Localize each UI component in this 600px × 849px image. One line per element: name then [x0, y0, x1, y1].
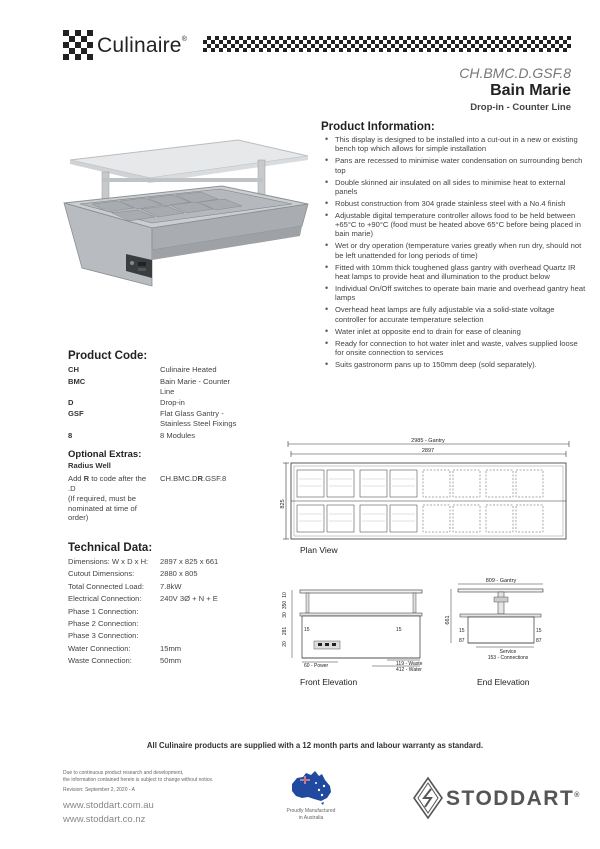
- page-title: Bain Marie: [490, 82, 571, 99]
- front-dim: 15: [396, 627, 402, 633]
- product-info-heading: Product Information:: [321, 121, 435, 133]
- code-key: CH: [68, 365, 79, 374]
- page-subtitle: Drop-in - Counter Line: [470, 102, 571, 113]
- product-image: [62, 128, 317, 288]
- code-value: Drop-in: [160, 398, 185, 407]
- made-in-line-1: Proudly Manufactured: [286, 808, 336, 814]
- radius-well-instruction: Add R to code after the .D: [68, 474, 147, 493]
- list-item: • Fitted with 10mm thick toughened glass gantry with overhead Quartz IR heat lamps to provide heat and illumination to the product below: [335, 263, 587, 281]
- end-dim: 15: [459, 628, 465, 634]
- optional-extras-heading: Optional Extras:: [68, 449, 142, 460]
- code-value: Flat Glass Gantry - Stainless Steel Fixings: [160, 409, 237, 428]
- tech-key: Waste Connection:: [68, 656, 132, 666]
- list-item: • Individual On/Off switches to operate bain marie and overhead gantry heat lamps: [335, 284, 587, 302]
- disclaimer-1: Due to continuous product research and development,: [63, 770, 184, 776]
- front-dim: 30: [282, 612, 288, 618]
- tech-key: Total Connected Load:: [68, 581, 144, 591]
- tech-value: 7.8kW: [160, 581, 182, 591]
- product-code-table: [68, 365, 278, 445]
- tech-key: Phase 2 Connection:: [68, 619, 139, 628]
- code-key: 8: [68, 431, 73, 440]
- list-item: • Wet or dry operation (temperature varies greatly when run dry, should not be left unattended for long periods of time): [335, 241, 587, 259]
- tech-value: 2880 x 805: [160, 569, 198, 579]
- url-au-link[interactable]: www.stoddart.com.au: [63, 800, 154, 811]
- tech-key: Phase 1 Connection:: [68, 606, 139, 616]
- tech-value: 240V 3Ø + N + E: [160, 594, 218, 604]
- plan-gantry-dim: 2985 - Gantry: [411, 438, 445, 444]
- plan-view-drawing: [280, 436, 575, 546]
- list-item: • Robust construction from 304 grade stainless steel with a No.4 finish: [335, 199, 587, 208]
- tech-value: 50mm: [160, 656, 182, 666]
- technical-data-table: [68, 557, 268, 667]
- end-service-label: Service: [499, 649, 517, 655]
- model-code: CH.BMC.D.GSF.8: [459, 65, 571, 81]
- front-elevation-caption: Front Elevation: [300, 677, 358, 687]
- end-dim: 15: [536, 628, 542, 634]
- product-info-list: [321, 135, 587, 372]
- code-key: D: [68, 398, 74, 407]
- front-elevation-drawing: [282, 585, 434, 675]
- tech-key: Water Connection:: [68, 643, 131, 653]
- list-item: • This display is designed to be installed into a cut-out in a new or existing bench top which allows for simple installation: [335, 135, 587, 153]
- end-elevation-caption: End Elevation: [477, 677, 530, 687]
- australia-map-icon: [288, 768, 334, 806]
- made-in-line-2: in Australia: [298, 815, 324, 821]
- disclaimer-2: the information contained herein is subject to change without notice.: [63, 777, 214, 783]
- front-dim: 350: [282, 600, 288, 610]
- plan-width-dim: 2897: [421, 448, 435, 454]
- end-height-dim: 661: [445, 615, 451, 625]
- tech-key: Dimensions: W x D x H:: [68, 557, 149, 566]
- front-dim: 20: [282, 641, 288, 647]
- warranty-text: All Culinaire products are supplied with a 12 month parts and labour warranty as standard.: [146, 741, 484, 750]
- radius-well-title: Radius Well: [68, 461, 111, 470]
- brand-name: Culinaire®: [97, 34, 188, 57]
- front-power-dim: 60 - Power: [304, 663, 329, 669]
- revision-text: Revision: September 2, 2020 - A: [63, 787, 135, 793]
- plan-depth-dim: 825: [280, 499, 286, 509]
- tech-value: 15mm: [160, 643, 182, 653]
- radius-well-code: CH.BMC.DR.GSF.8: [160, 474, 227, 483]
- front-waste-dim: 119 - Waste: [396, 661, 423, 667]
- checker-logo-icon: [63, 30, 93, 60]
- code-value: Bain Marie - Counter Line: [160, 377, 231, 396]
- code-value: Culinaire Heated: [160, 365, 217, 374]
- front-dim: 15: [304, 627, 310, 633]
- list-item: • Double skinned air insulated on all sides to minimise heat to external panels: [335, 178, 587, 196]
- tech-key: Electrical Connection:: [68, 594, 142, 604]
- code-value: 8 Modules: [160, 431, 196, 440]
- technical-data-heading: Technical Data:: [68, 542, 153, 554]
- stoddart-logo-icon: [413, 777, 443, 819]
- end-dim: 87: [536, 638, 542, 644]
- culinaire-logo: [63, 30, 213, 62]
- end-dim: 87: [459, 638, 465, 644]
- end-elevation-drawing: [446, 573, 548, 675]
- stoddart-wordmark: STODDART®: [446, 787, 581, 810]
- plan-view-caption: Plan View: [300, 545, 338, 555]
- tech-value: 2897 x 825 x 661: [160, 557, 219, 566]
- end-gantry-dim: 809 - Gantry: [485, 578, 517, 584]
- product-code-heading: Product Code:: [68, 350, 148, 362]
- list-item: • Ready for connection to hot water inlet and waste, valves supplied loose for onsite connection to services: [335, 339, 587, 357]
- list-item: • Water inlet at opposite end to drain for ease of cleaning: [335, 327, 587, 336]
- code-key: GSF: [68, 409, 84, 418]
- list-item: • Pans are recessed to minimise water condensation on surrounding bench top: [335, 156, 587, 174]
- header-checker-strip: [203, 36, 571, 52]
- front-water-dim: 412 - Water: [396, 667, 422, 673]
- code-key: BMC: [68, 377, 86, 386]
- tech-key: Cutout Dimensions:: [68, 569, 135, 579]
- list-item: • Overhead heat lamps are fully adjustable via a solid-state voltage controller for accurate temperature selection: [335, 305, 587, 323]
- list-item: • Suits gastronorm pans up to 150mm deep (sold separately).: [335, 360, 587, 369]
- tech-key: Phase 3 Connection:: [68, 631, 139, 641]
- radius-well-note: (If required, must be nominated at time of order): [68, 494, 137, 522]
- end-connections-dim: 153 - Connections: [487, 655, 529, 661]
- list-item: • Adjustable digital temperature controller allows food to be held between +65°C to +90°C (food must be heated above 65°C before being placed in bain marie): [335, 211, 587, 239]
- url-nz-link[interactable]: www.stoddart.co.nz: [63, 814, 146, 825]
- front-dim: 281: [282, 626, 288, 636]
- front-dim: 10: [282, 592, 288, 598]
